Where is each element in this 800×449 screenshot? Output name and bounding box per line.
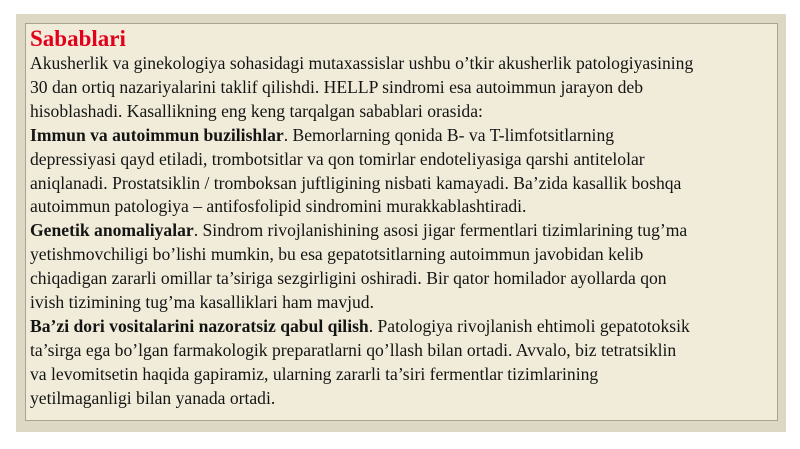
body-text — [30, 52, 777, 411]
section-text: . Sindrom rivojlanishining asosi jigar fermentlari tizimlarining tug’ma — [193, 220, 688, 241]
section-line: ta’sirga ega bo’lgan farmakologik preparatlarni qo’llash bilan ortadi. Avvalo, biz tetratsiklin — [30, 339, 677, 360]
section-line: va levomitsetin haqida gapiramiz, ularning zararli ta’siri fermentlar tizimlarining — [30, 363, 599, 384]
section-line: aniqlanadi. Prostatsiklin / tromboksan juftligining nisbati kamayadi. Ba’zida kasallik boshqa — [30, 172, 682, 193]
section-heading-genetic: Genetik anomaliyalar — [30, 220, 194, 241]
section-line: depressiyasi qayd etiladi, trombotsitlar va qon tomirlar endoteliyasiga qarshi antitelolar — [30, 148, 645, 169]
slide-title: Sabablari — [30, 26, 126, 51]
intro-line: Akusherlik va ginekologiya sohasidagi mutaxassislar ushbu o’tkir akusherlik patologiyasining — [30, 53, 694, 73]
section-line: autoimmun patologiya – antifosfolipid sindromini murakkablashtiradi. — [30, 196, 527, 217]
section-line: yetishmovchiligi bo’lishi mumkin, bu esa gepatotsitlarning autoimmun javobidan kelib — [30, 244, 644, 265]
section-immune-first-line — [30, 124, 777, 148]
section-drugs-first-line — [30, 315, 777, 339]
section-line: ivish tizimining tug’ma kasalliklari ham mavjud. — [30, 292, 374, 313]
content-box — [25, 23, 778, 421]
section-line: chiqadigan zararli omillar ta’siriga sezgirligini oshiradi. Bir qator homilador ayollarda qon — [30, 268, 667, 289]
intro-line: 30 dan ortiq nazariyalarini taklif qilishdi. HELLP sindromi esa autoimmun jarayon deb — [30, 76, 644, 97]
section-text: . Patologiya rivojlanish ehtimoli gepatotoksik — [368, 315, 690, 336]
slide-frame — [16, 14, 786, 432]
section-line: yetilmaganligi bilan yanada ortadi. — [30, 387, 276, 408]
section-genetic-first-line — [30, 219, 777, 243]
section-heading-immune: Immun va autoimmun buzilishlar — [30, 124, 284, 145]
intro-line: hisoblashadi. Kasallikning eng keng tarqalgan sabablari orasida: — [30, 100, 483, 121]
section-heading-drugs: Ba’zi dori vositalarini nazoratsiz qabul qilish — [30, 315, 369, 336]
section-text: . Bemorlarning qonida B- va T-limfotsitlarning — [283, 124, 615, 145]
